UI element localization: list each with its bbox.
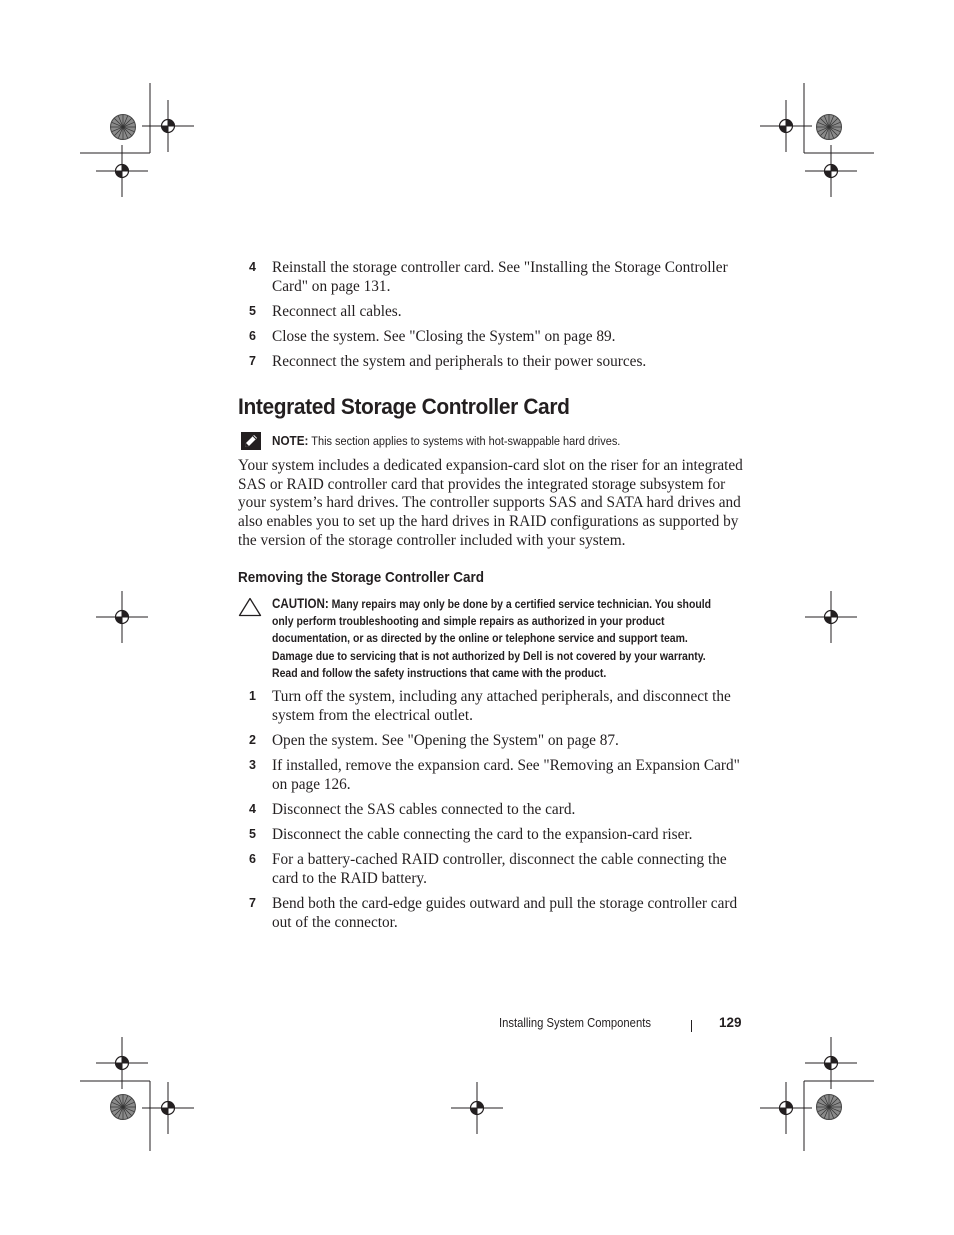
step-text: Disconnect the cable connecting the card to the expansion-card riser. — [272, 825, 693, 843]
section-heading: Integrated Storage Controller Card — [238, 394, 570, 419]
removal-step-list — [238, 687, 743, 932]
top-step-list — [238, 258, 743, 371]
step-number: 4 — [249, 260, 256, 274]
note-text — [272, 433, 620, 448]
list-item — [238, 756, 743, 794]
note-label: NOTE: — [272, 433, 309, 448]
list-item — [238, 894, 743, 932]
step-text: Bend both the card-edge guides outward and pull the storage controller card out of the connector. — [272, 894, 738, 931]
page-content — [238, 258, 743, 938]
list-item — [238, 302, 743, 321]
step-text: Open the system. See "Opening the System" on page 87. — [272, 731, 619, 749]
step-text: Reconnect all cables. — [272, 303, 402, 320]
list-item — [238, 850, 743, 888]
step-text: If installed, remove the expansion card. See "Removing an Expansion Card" on page 126. — [272, 756, 740, 793]
intro-paragraph: Your system includes a dedicated expansion-card slot on the riser for an integrated SAS or RAID controller card that provides the integrated storage subsystem for your system’s hard drives. The controller supports SAS and SATA hard drives and also enables you to set up the hard drives in RAID configurations as supported by the version of the storage controller included with your system. — [238, 457, 743, 549]
step-number: 7 — [249, 354, 256, 368]
subsection-heading: Removing the Storage Controller Card — [238, 568, 485, 586]
footer-section-title: Installing System Components — [499, 1016, 651, 1030]
list-item — [238, 825, 743, 844]
page-footer — [0, 1016, 954, 1036]
step-number: 6 — [249, 851, 256, 866]
pencil-note-icon — [241, 432, 261, 455]
step-number: 3 — [249, 757, 256, 772]
caution-body: Many repairs may only be done by a certified service technician. You should only perform troubleshooting and simple repairs as authorized in your product documentation, or as directed by the online or telephone service and support team. Damage due to servicing that is not authorized by Dell is not covered by your warranty. Read and follow the safety instructions that came with the product. — [272, 596, 712, 681]
step-number: 7 — [249, 895, 256, 910]
caution-text — [272, 595, 719, 683]
note-callout — [238, 432, 743, 452]
step-number: 2 — [249, 732, 256, 747]
note-body: This section applies to systems with hot-swappable hard drives. — [311, 434, 621, 448]
footer-divider — [691, 1020, 692, 1032]
caution-label: CAUTION: — [272, 595, 329, 611]
caution-callout — [238, 595, 743, 683]
list-item — [238, 800, 743, 819]
step-text: Reinstall the storage controller card. See "Installing the Storage Controller Card" on page 131. — [272, 259, 728, 295]
step-number: 4 — [249, 801, 256, 816]
list-item — [238, 352, 743, 371]
step-number: 5 — [249, 304, 256, 318]
step-number: 6 — [249, 329, 256, 343]
warning-triangle-icon — [238, 597, 262, 622]
list-item — [238, 731, 743, 750]
step-text: Reconnect the system and peripherals to their power sources. — [272, 353, 647, 370]
step-number: 5 — [249, 826, 256, 841]
step-text: For a battery-cached RAID controller, disconnect the cable connecting the card to the RAID battery. — [272, 850, 727, 887]
step-number: 1 — [249, 688, 256, 703]
step-text: Turn off the system, including any attached peripherals, and disconnect the system from the electrical outlet. — [272, 687, 731, 724]
step-text: Close the system. See "Closing the System" on page 89. — [272, 328, 616, 345]
step-text: Disconnect the SAS cables connected to the card. — [272, 800, 576, 818]
list-item — [238, 687, 743, 725]
list-item — [238, 327, 743, 346]
list-item — [238, 258, 743, 296]
page-number: 129 — [719, 1015, 742, 1030]
